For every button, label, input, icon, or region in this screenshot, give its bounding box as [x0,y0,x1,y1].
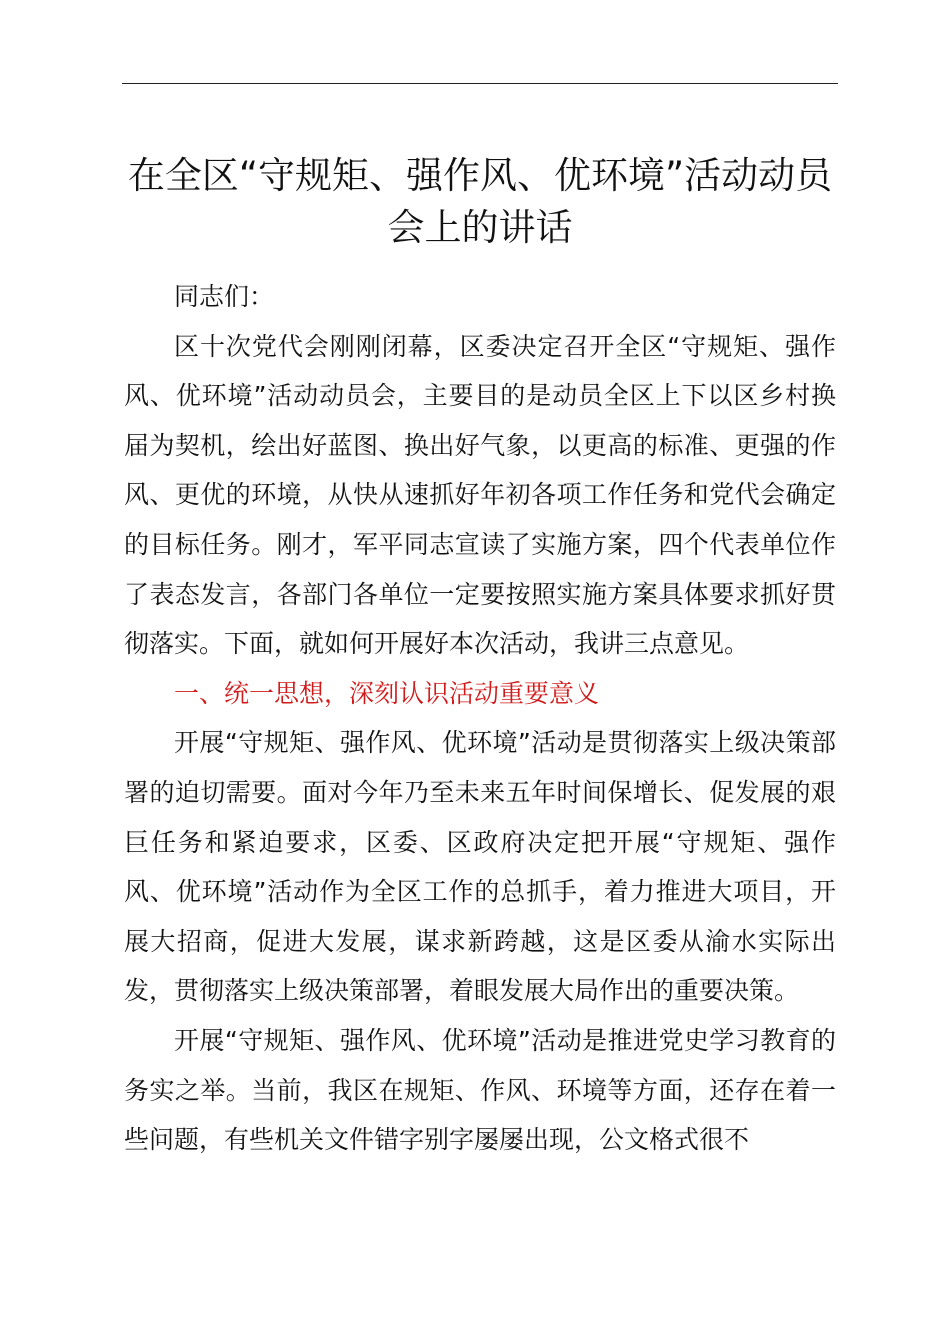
header-rule [122,83,838,84]
section-heading-1: 一、统一思想，深刻认识活动重要意义 [174,678,600,708]
salutation: 同志们： [174,282,275,311]
document-title: 在全区“守规矩、强作风、优环境”活动动员会上的讲话 [127,154,833,249]
paragraph-section1-a: 开展“守规矩、强作风、优环境”活动是贯彻落实上级决策部署的迫切需要。面对今年乃至未来五年时间保增长、促发展的艰巨任务和紧迫要求，区委、区政府决定把开展“守规矩、强作风、优环境”活动作为全区工作的总抓手，着力推进大项目，开展大招商，促进大发展，谋求新跨越，这是区委从渝水实际出发，贯彻落实上级决策部署，着眼发展大局作出的重要决策。 [124,728,836,1006]
paragraph-intro: 区十次党代会刚刚闭幕，区委决定召开全区“守规矩、强作风、优环境”活动动员会，主要目的是动员全区上下以区乡村换届为契机，绘出好蓝图、换出好气象，以更高的标准、更强的作风、更优的环境，从快从速抓好年初各项工作任务和党代会确定的目标任务。刚才，军平同志宣读了实施方案，四个代表单位作了表态发言，各部门各单位一定要按照实施方案具体要求抓好贯彻落实。下面，就如何开展好本次活动，我讲三点意见。 [124,331,836,659]
document-body [124,272,836,1165]
paragraph-section1-b: 开展“守规矩、强作风、优环境”活动是推进党史学习教育的务实之举。当前，我区在规矩、作风、环境等方面，还存在着一些问题，有些机关文件错字别字屡屡出现，公文格式很不 [124,1025,836,1155]
